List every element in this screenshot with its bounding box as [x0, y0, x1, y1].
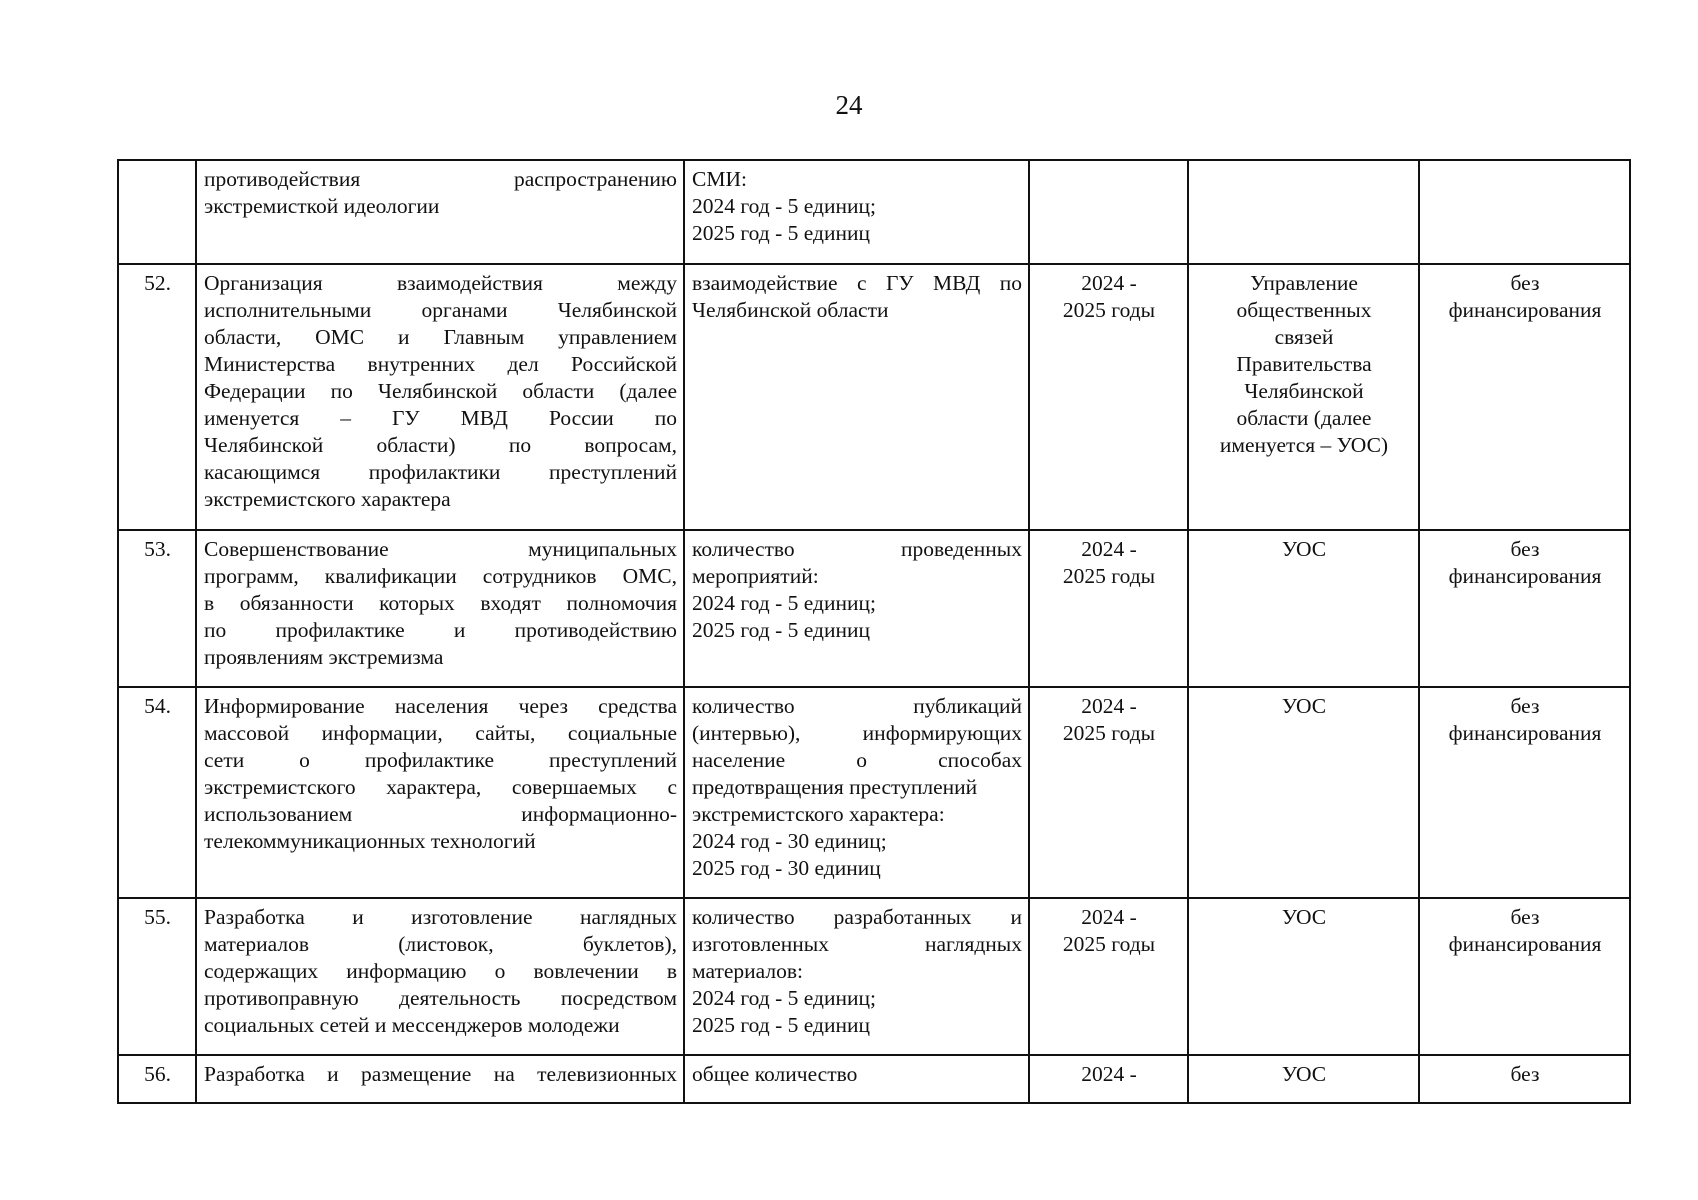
measure-name-line: противоправную деятельность посредством — [204, 986, 677, 1010]
indicator-line: (интервью), информирующих — [692, 721, 1022, 745]
term — [1029, 160, 1188, 264]
table-row — [118, 1055, 1630, 1103]
row-number: 54. — [118, 687, 196, 898]
term — [1029, 687, 1188, 898]
measure-name — [196, 1055, 684, 1103]
indicator-line: экстремистского характера: — [692, 802, 945, 826]
indicator-line: изготовленных наглядных — [692, 932, 1022, 956]
row-number — [118, 160, 196, 264]
measure-name-line: проявлениям экстремизма — [204, 645, 444, 669]
indicator-line: общее количество — [692, 1062, 858, 1086]
indicator-line: количество публикаций — [692, 694, 1022, 718]
measure-name-line: касающимся профилактики преступлений — [204, 460, 677, 484]
measure-name-line: Информирование населения через средства — [204, 694, 677, 718]
row-number: 56. — [118, 1055, 196, 1103]
measure-name-line: массовой информации, сайты, социальные — [204, 721, 677, 745]
row-number: 53. — [118, 530, 196, 687]
finance-line: без — [1510, 905, 1540, 929]
indicator — [684, 530, 1029, 687]
finance — [1419, 530, 1630, 687]
indicator-line: 2024 год - 5 единиц; — [692, 194, 876, 218]
indicator-line: 2025 год - 5 единиц — [692, 1013, 870, 1037]
indicator — [684, 898, 1029, 1055]
indicator-line: 2024 год - 5 единиц; — [692, 986, 876, 1010]
responsible — [1188, 160, 1419, 264]
indicator-line: 2024 год - 30 единиц; — [692, 829, 887, 853]
responsible-line: УОС — [1281, 537, 1327, 561]
page-number: 24 — [835, 90, 863, 120]
indicator-line: Челябинской области — [692, 298, 889, 322]
term-line: 2025 годы — [1062, 932, 1156, 956]
term-line: 2024 - — [1081, 694, 1137, 718]
indicator-line: взаимодействие с ГУ МВД по — [692, 271, 1022, 295]
responsible — [1188, 530, 1419, 687]
term — [1029, 264, 1188, 530]
indicator-line: предотвращения преступлений — [692, 775, 978, 799]
finance-line: финансирования — [1448, 932, 1602, 956]
term-line: 2025 годы — [1062, 564, 1156, 588]
indicator — [684, 264, 1029, 530]
responsible-line: Правительства — [1236, 352, 1372, 376]
measure-name-line: экстремистского характера — [204, 487, 451, 511]
indicator — [684, 687, 1029, 898]
measure-name — [196, 898, 684, 1055]
row-number: 55. — [118, 898, 196, 1055]
finance-line: без — [1510, 1062, 1540, 1086]
finance — [1419, 160, 1630, 264]
finance — [1419, 264, 1630, 530]
term — [1029, 898, 1188, 1055]
measure-name-line: социальных сетей и мессенджеров молодежи — [204, 1013, 620, 1037]
term-line: 2024 - — [1081, 1062, 1137, 1086]
indicator-line: население о способах — [692, 748, 1022, 772]
measure-name-line: Совершенствование муниципальных — [204, 537, 677, 561]
measure-name — [196, 530, 684, 687]
indicator-line: количество разработанных и — [692, 905, 1022, 929]
measure-name-line: Федерации по Челябинской области (далее — [204, 379, 677, 403]
term-line: 2024 - — [1081, 537, 1137, 561]
indicator-line: СМИ: — [692, 167, 747, 191]
indicator-line: 2024 год - 5 единиц; — [692, 591, 876, 615]
measure-name-line: сети о профилактике преступлений — [204, 748, 677, 772]
responsible-line: именуется – УОС) — [1219, 433, 1389, 457]
indicator — [684, 1055, 1029, 1103]
measure-name-line: Министерства внутренних дел Российской — [204, 352, 677, 376]
finance-line: финансирования — [1448, 721, 1602, 745]
measure-name-line: исполнительными органами Челябинской — [204, 298, 677, 322]
measure-name-line: экстремисткой идеологии — [204, 194, 440, 218]
responsible-line: связей — [1274, 325, 1334, 349]
indicator-line: мероприятий: — [692, 564, 819, 588]
responsible — [1188, 1055, 1419, 1103]
responsible — [1188, 264, 1419, 530]
table-row — [118, 264, 1630, 530]
measure-name-line: телекоммуникационных технологий — [204, 829, 536, 853]
measure-name-line: программ, квалификации сотрудников ОМС, — [204, 564, 677, 588]
responsible-line: Управление — [1250, 271, 1358, 295]
measure-name-line: содержащих информацию о вовлечении в — [204, 959, 677, 983]
finance-line: финансирования — [1448, 298, 1602, 322]
measure-name-line: в обязанности которых входят полномочия — [204, 591, 677, 615]
measure-name-line: по профилактике и противодействию — [204, 618, 677, 642]
measure-name-line: Разработка и размещение на телевизионных — [204, 1062, 677, 1086]
measure-name-line: Организация взаимодействия между — [204, 271, 677, 295]
finance — [1419, 687, 1630, 898]
measure-name-line: материалов (листовок, буклетов), — [204, 932, 677, 956]
indicator — [684, 160, 1029, 264]
table-row — [118, 687, 1630, 898]
measure-name-line: области, ОМС и Главным управлением — [204, 325, 677, 349]
indicator-line: 2025 год - 5 единиц — [692, 221, 870, 245]
responsible-line: УОС — [1281, 905, 1327, 929]
measure-name — [196, 264, 684, 530]
responsible-line: УОС — [1281, 1062, 1327, 1086]
finance-line: без — [1510, 271, 1540, 295]
finance-line: без — [1510, 694, 1540, 718]
measure-name-line: Челябинской области) по вопросам, — [204, 433, 677, 457]
measure-name-line: противодействия распространению — [204, 167, 677, 191]
measure-name-line: использованием информационно- — [204, 802, 677, 826]
table-row — [118, 530, 1630, 687]
responsible — [1188, 687, 1419, 898]
measure-name-line: именуется – ГУ МВД России по — [204, 406, 677, 430]
row-number: 52. — [118, 264, 196, 530]
finance-line: финансирования — [1448, 564, 1602, 588]
term-line: 2025 годы — [1062, 298, 1156, 322]
responsible — [1188, 898, 1419, 1055]
measure-name — [196, 160, 684, 264]
responsible-line: Челябинской — [1244, 379, 1364, 403]
term-line: 2025 годы — [1062, 721, 1156, 745]
finance-line: без — [1510, 537, 1540, 561]
responsible-line: УОС — [1281, 694, 1327, 718]
table-row — [118, 160, 1630, 264]
term — [1029, 1055, 1188, 1103]
table-row — [118, 898, 1630, 1055]
term-line: 2024 - — [1081, 271, 1137, 295]
term — [1029, 530, 1188, 687]
measures-table — [117, 159, 1631, 1104]
indicator-line: материалов: — [692, 959, 803, 983]
responsible-line: общественных — [1236, 298, 1372, 322]
responsible-line: области (далее — [1236, 406, 1372, 430]
finance — [1419, 1055, 1630, 1103]
measure-name-line: экстремистского характера, совершаемых с — [204, 775, 677, 799]
indicator-line: количество проведенных — [692, 537, 1022, 561]
term-line: 2024 - — [1081, 905, 1137, 929]
finance — [1419, 898, 1630, 1055]
indicator-line: 2025 год - 30 единиц — [692, 856, 881, 880]
indicator-line: 2025 год - 5 единиц — [692, 618, 870, 642]
measure-name — [196, 687, 684, 898]
measure-name-line: Разработка и изготовление наглядных — [204, 905, 677, 929]
